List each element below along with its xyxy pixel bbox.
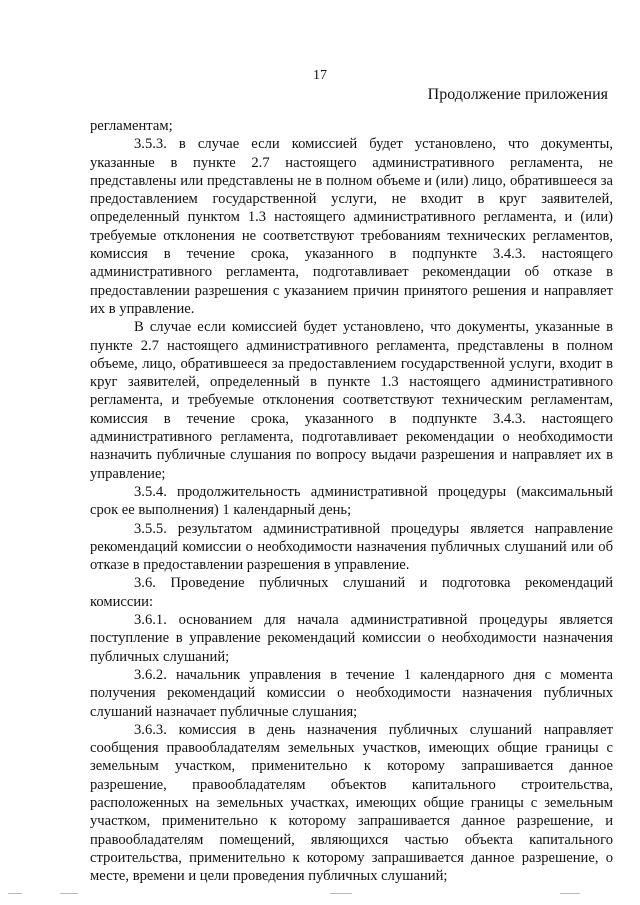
scan-mark [60, 893, 78, 894]
scan-edge-marks [0, 893, 640, 897]
scan-mark [560, 893, 580, 894]
scan-mark [8, 893, 22, 894]
continuation-label: Продолжение приложения [427, 86, 608, 103]
paragraph: В случае если комиссией будет установлено, что документы, указанные в пункте 2.7 настоящего административного регламента, представлены в полном объеме, лицо, обратившееся за предоставлением государственной услуги, входит в круг заявителей, определенный в пункте 1.3 настоящего административного регламента, и требуемые отклонения соответствуют техническим регламентам, комиссия в течение срока, указанного в подпункте 3.4.3. настоящего административного регламента, подготавливает рекомендации о необходимости назначить публичные слушания по вопросу выдачи разрешения и направляет их в управление; [90, 319, 613, 482]
paragraph: регламентам; [90, 118, 173, 134]
page-number: 17 [313, 68, 327, 83]
paragraph: 3.6.1. основанием для начала административной процедуры является поступление в управление рекомендаций комиссии о необходимости назначения публичных слушаний; [90, 612, 613, 665]
paragraph: 3.6.2. начальник управления в течение 1 календарного дня с момента получения рекомендаций комиссии о необходимости назначения публичных слушаний назначает публичные слушания; [90, 666, 613, 720]
document-body [90, 117, 613, 885]
paragraph: 3.5.3. в случае если комиссией будет установлено, что документы, указанные в пункте 2.7 настоящего административного регламента, не представлены или представлены не в полном объеме и (или) лицо, обратившееся за предоставлением государственной услуги, не входит в круг заявителей, определенный пунктом 1.3 настоящего административного регламента, и (или) требуемые отклонения не соответствуют требованиям технических регламентов, комиссия в течение срока, указанного в подпункте 3.4.3. настоящего административного регламента, подготавливает рекомендации об отказе в предоставлении разрешения с указанием причин принятого решения и направляет их в управление. [90, 136, 613, 317]
scan-mark [330, 893, 352, 894]
paragraph: 3.5.5. результатом административной процедуры является направление рекомендаций комиссии о необходимости назначения публичных слушаний или об отказе в предоставлении разрешения в управление. [90, 520, 613, 574]
paragraph: 3.6.3. комиссия в день назначения публичных слушаний направляет сообщения правообладателям земельных участков, имеющих общие границы с земельным участком, применительно к которому запрашивается данное разрешение, правообладателям объектов капитального строительства, расположенных на земельных участках, имеющих общие границы с земельным участком, применительно к которому запрашивается данное разрешение, и правообладателям помещений, являющихся частью объекта капитального строительства, применительно к которому запрашивается данное разрешение, о месте, времени и цели проведения публичных слушаний; [90, 721, 613, 885]
paragraph: 3.5.4. продолжительность административной процедуры (максимальный срок ее выполнения) 1 календарный день; [90, 483, 613, 519]
paragraph: 3.6. Проведение публичных слушаний и подготовка рекомендаций комиссии: [90, 575, 613, 610]
